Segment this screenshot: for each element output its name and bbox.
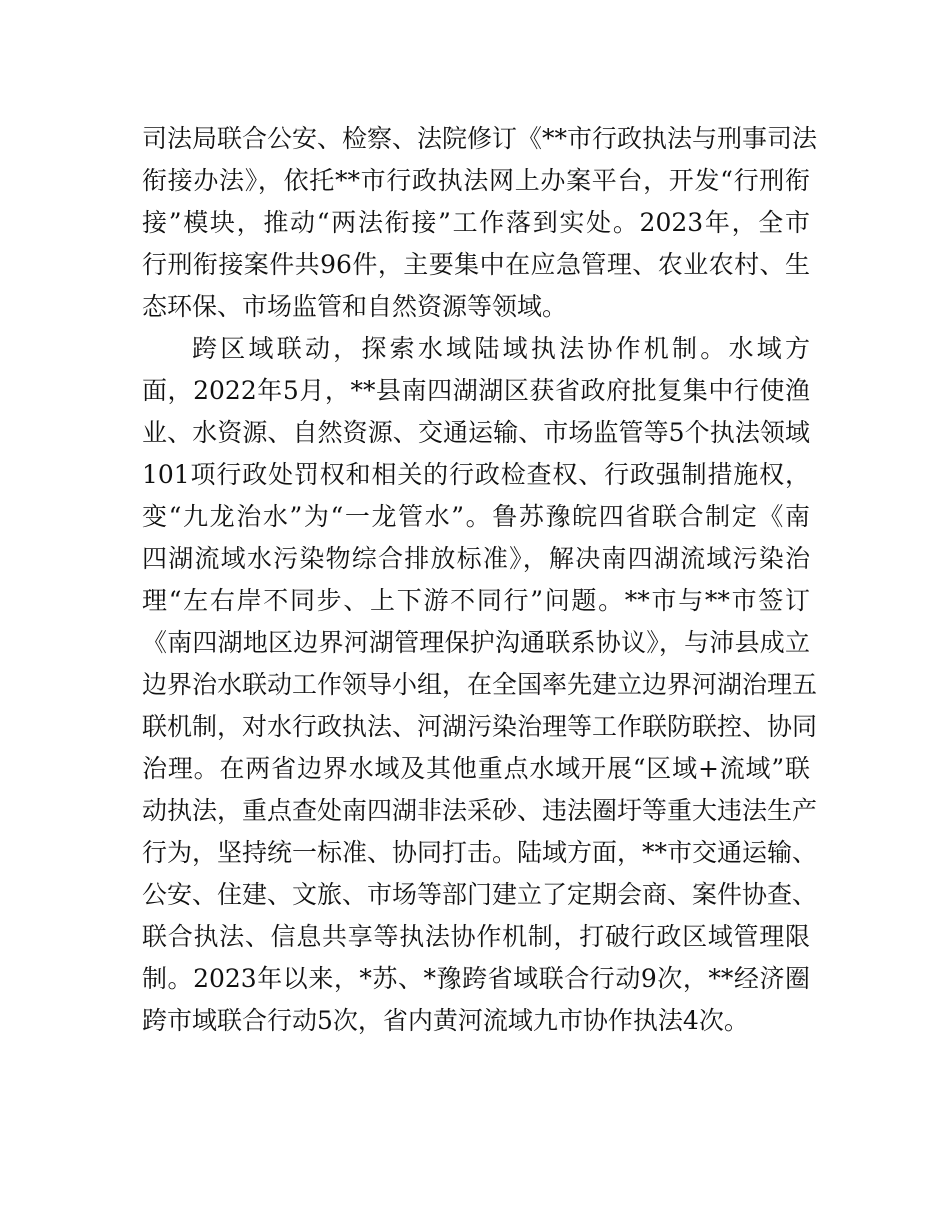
text-line: 态环保、市场监管和自然资源等领域。 [142,292,568,321]
text-line: 联机制，对水行政执法、河湖污染治理等工作联防联控、协同 [142,712,818,741]
text-line: 制。2023年以来，*苏、*豫跨省域联合行动9次，**经济圈 [142,964,810,993]
paragraph-law-enforcement-connection [142,118,818,328]
text-line: 跨区域联动，探索水域陆域执法协作机制。水域方 [192,334,810,363]
text-line: 四湖流域水污染物综合排放标准》，解决南四湖流域污染治 [142,544,810,573]
text-line: 《南四湖地区边界河湖管理保护沟通联系协议》，与沛县成立 [142,628,810,657]
text-line: 动执法，重点查处南四湖非法采砂、违法圈圩等重大违法生产 [142,796,818,825]
paragraph-cross-region-linkage [142,328,818,1042]
text-line: 衔接办法》，依托**市行政执法网上办案平台，开发“行刑衔 [142,166,810,195]
text-line: 司法局联合公安、检察、法院修订《**市行政执法与刑事司法 [142,124,818,153]
text-line: 业、水资源、自然资源、交通运输、市场监管等5个执法领域 [142,418,810,447]
text-line: 跨市域联合行动5次，省内黄河流域九市协作执法4次。 [142,1006,749,1035]
text-line: 行刑衔接案件共96件，主要集中在应急管理、农业农村、生 [142,250,810,279]
document-body [142,118,818,1042]
text-line: 101项行政处罚权和相关的行政检查权、行政强制措施权， [142,460,810,489]
text-line: 理“左右岸不同步、上下游不同行”问题。**市与**市签订 [142,586,810,615]
text-line: 边界治水联动工作领导小组，在全国率先建立边界河湖治理五 [142,670,818,699]
text-line: 行为，坚持统一标准、协同打击。陆域方面，**市交通运输、 [142,838,818,867]
text-line: 面，2022年5月，**县南四湖湖区获省政府批复集中行使渔 [142,376,810,405]
text-line: 变“九龙治水”为“一龙管水”。鲁苏豫皖四省联合制定《南 [142,502,810,531]
text-line: 治理。在两省边界水域及其他重点水域开展“区域+流域”联 [142,754,810,783]
text-line: 公安、住建、文旅、市场等部门建立了定期会商、案件协查、 [142,880,818,909]
text-line: 接”模块，推动“两法衔接”工作落到实处。2023年，全市 [142,208,810,237]
text-line: 联合执法、信息共享等执法协作机制，打破行政区域管理限 [142,922,810,951]
